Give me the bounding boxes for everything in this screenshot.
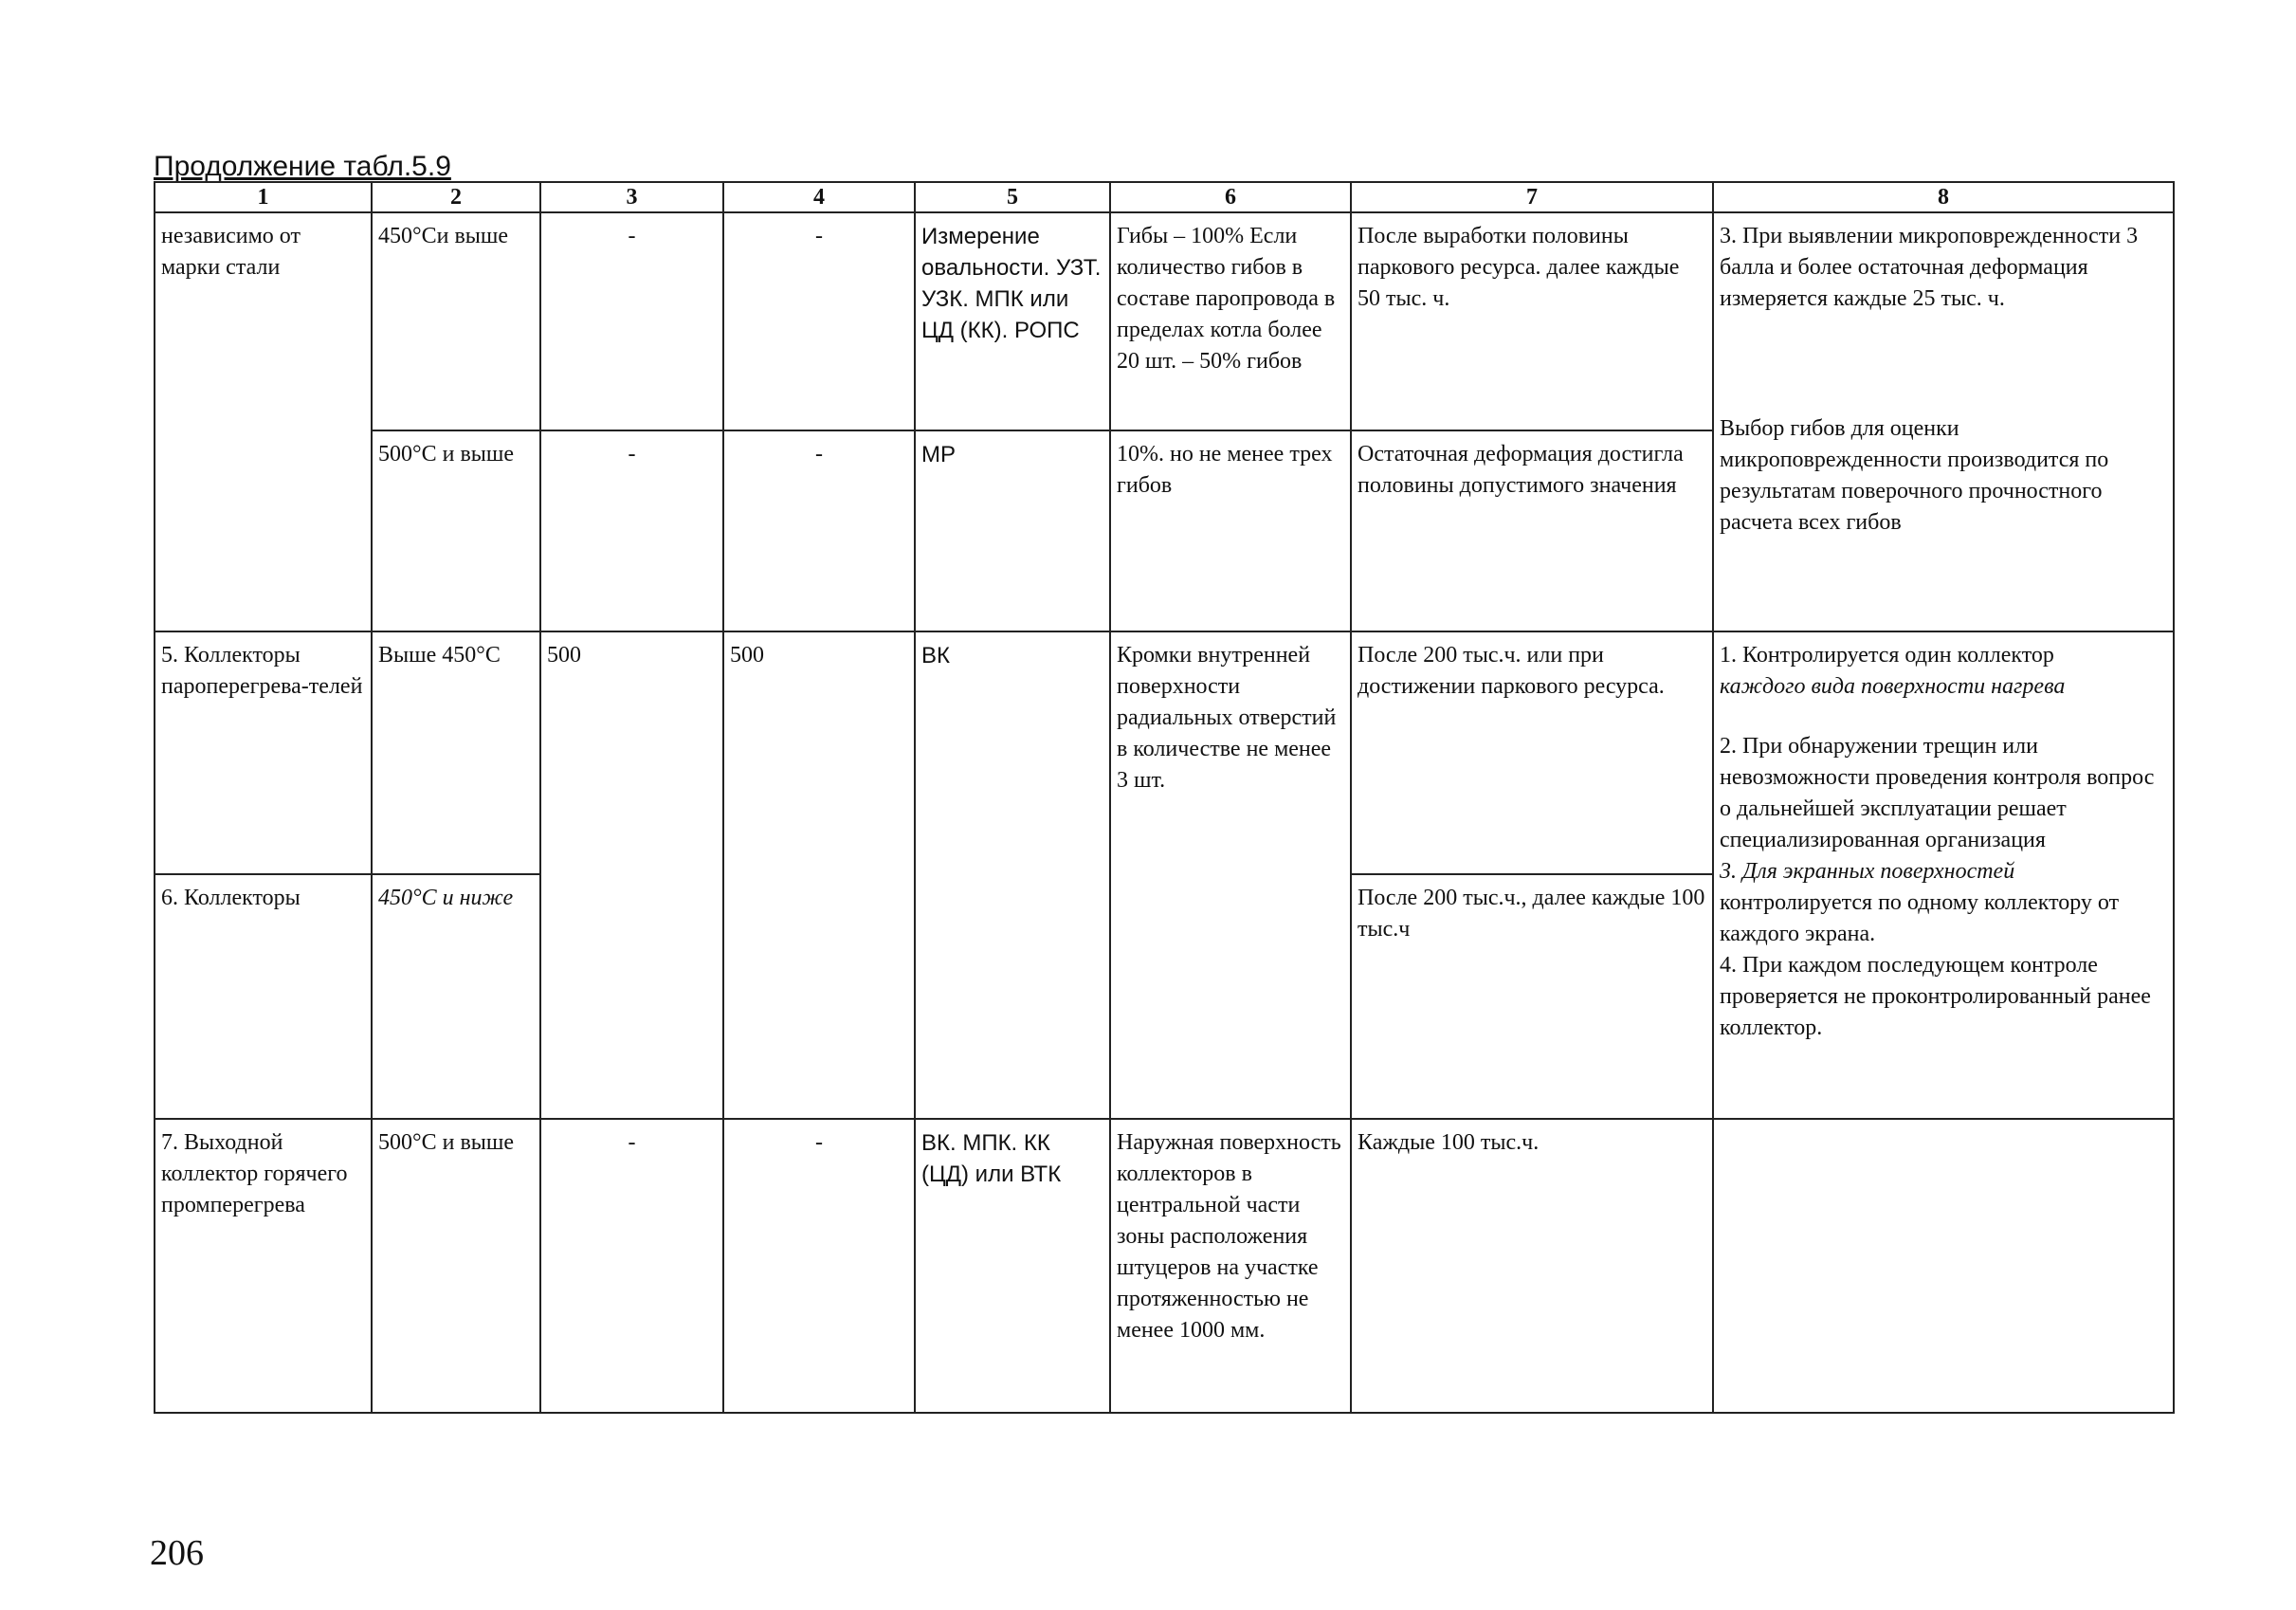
note-text: 3. При выявлении микроповрежденности 3 балла и более остаточная деформация измеряется каждые 25 тыс. ч. (1720, 224, 2139, 311)
column-header: 3 (540, 182, 723, 212)
scope-cell: Гибы – 100% Если количество гибов в составе паропровода в пределах котла более 20 шт. – 50% гибов (1110, 212, 1351, 430)
column-header: 5 (915, 182, 1110, 212)
column-header: 2 (372, 182, 540, 212)
note-text: каждого вида поверхности нагрева (1720, 674, 2066, 699)
object-cell: 7. Выходной коллектор горячего промперегрева (155, 1119, 372, 1413)
inspection-table (154, 181, 2175, 1414)
timing-cell: После выработки половины паркового ресурса. далее каждые 50 тыс. ч. (1351, 212, 1713, 430)
temperature-cell: 450°С и ниже (372, 874, 540, 1119)
note-text: контролируется по одному коллектору от каждого экрана. (1720, 890, 2120, 946)
table-caption: Продолжение табл.5.9 (154, 151, 451, 182)
temperature-cell: 500°С и выше (372, 430, 540, 631)
temperature-cell: 500°С и выше (372, 1119, 540, 1413)
value-cell: - (723, 430, 915, 631)
column-header: 6 (1110, 182, 1351, 212)
value-cell: - (540, 430, 723, 631)
note-text: 1. Контролируется один коллектор (1720, 643, 2054, 668)
value-cell: 500 (540, 631, 723, 1119)
temperature-cell: Выше 450°С (372, 631, 540, 874)
column-header: 1 (155, 182, 372, 212)
note-text: Выбор гибов для оценки микроповрежденности производится по результатам поверочного прочностного расчета всех гибов (1720, 416, 2109, 535)
value-cell: - (540, 212, 723, 430)
column-header: 8 (1713, 182, 2174, 212)
note-cell (1713, 1119, 2174, 1413)
value-cell: - (723, 212, 915, 430)
note-text: 4. При каждом последующем контроле проверяется не проконтролированный ранее коллектор. (1720, 953, 2151, 1040)
method-cell: ВК (915, 631, 1110, 1119)
value-cell: - (540, 1119, 723, 1413)
method-cell: Измерение овальности. УЗТ. УЗК. МПК или ЦД (КК). РОПС (915, 212, 1110, 430)
column-header: 7 (1351, 182, 1713, 212)
scope-cell: 10%. но не менее трех гибов (1110, 430, 1351, 631)
timing-cell: После 200 тыс.ч. или при достижении паркового ресурса. (1351, 631, 1713, 874)
temperature-cell: 450°Си выше (372, 212, 540, 430)
note-cell (1713, 631, 2174, 1119)
object-cell: 6. Коллекторы (155, 874, 372, 1119)
object-cell: независимо от марки стали (155, 212, 372, 631)
scope-cell: Наружная поверхность коллекторов в центральной части зоны расположения штуцеров на участке протяженностью не менее 1000 мм. (1110, 1119, 1351, 1413)
scope-cell: Кромки внутренней поверхности радиальных отверстий в количестве не менее 3 шт. (1110, 631, 1351, 1119)
table-row (155, 212, 2174, 430)
column-header: 4 (723, 182, 915, 212)
table-row (155, 1119, 2174, 1413)
value-cell: - (723, 1119, 915, 1413)
timing-cell: После 200 тыс.ч., далее каждые 100 тыс.ч (1351, 874, 1713, 1119)
timing-cell: Каждые 100 тыс.ч. (1351, 1119, 1713, 1413)
note-text: 2. При обнаружении трещин или невозможности проведения контроля вопрос о дальнейшей эксплуатации решает специализированная организация (1720, 734, 2155, 852)
method-cell: ВК. МПК. КК (ЦД) или ВТК (915, 1119, 1110, 1413)
value-cell: 500 (723, 631, 915, 1119)
page-number: 206 (150, 1533, 204, 1573)
method-cell: МР (915, 430, 1110, 631)
object-cell: 5. Коллекторы пароперегрева-телей (155, 631, 372, 874)
table-row (155, 631, 2174, 874)
note-text: 3. Для экранных поверхностей (1720, 859, 2015, 884)
note-cell (1713, 212, 2174, 631)
timing-cell: Остаточная деформация достигла половины допустимого значения (1351, 430, 1713, 631)
header-row (155, 182, 2174, 212)
